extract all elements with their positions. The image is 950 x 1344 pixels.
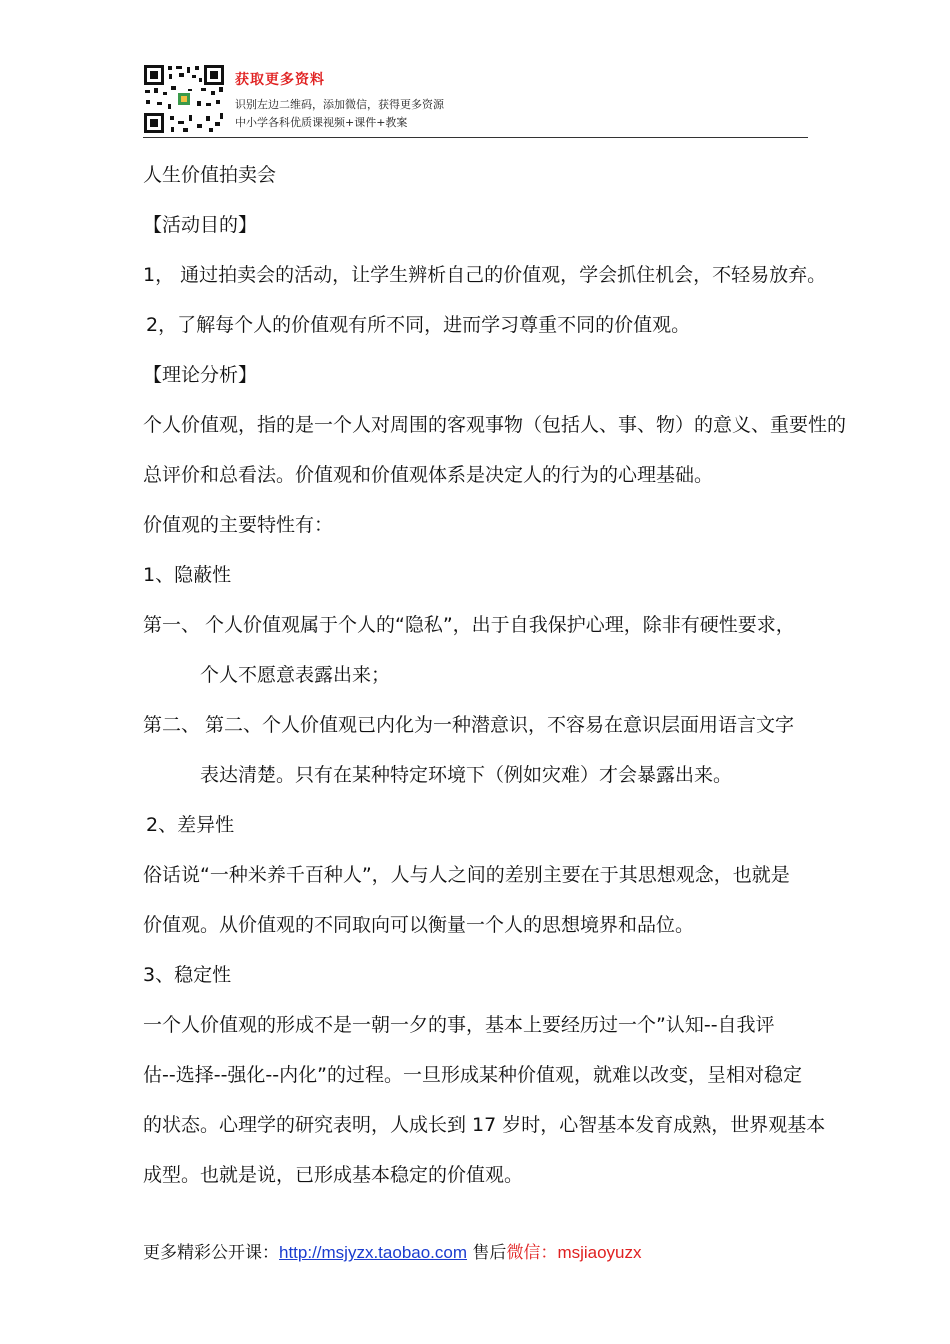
footer-prefix: 更多精彩公开课： bbox=[143, 1243, 279, 1263]
list-marker: 第二、 bbox=[143, 714, 201, 736]
features-intro: 价值观的主要特性有： bbox=[143, 514, 334, 536]
list-text: 第二、个人价值观已内化为一种潜意识，不容易在意识层面用语言文字 bbox=[205, 714, 795, 736]
page-footer bbox=[143, 1238, 642, 1263]
theory-line-2: 总评价和总看法。价值观和价值观体系是决定人的行为的心理基础。 bbox=[143, 464, 714, 486]
theory-line-1: 个人价值观，指的是一个人对周围的客观事物（包括人、事、物）的意义、重要性的 bbox=[143, 414, 847, 436]
feature-1-item-1-cont: 个人不愿意表露出来； bbox=[200, 664, 391, 686]
feature-3-line-3: 的状态。心理学的研究表明，人成长到 17 岁时，心智基本发育成熟，世界观基本 bbox=[143, 1114, 826, 1136]
feature-1-item-2-cont: 表达清楚。只有在某种特定环境下（例如灾难）才会暴露出来。 bbox=[200, 764, 733, 786]
purpose-item-2: 2，了解每个人的价值观有所不同，进而学习尊重不同的价值观。 bbox=[146, 314, 691, 336]
list-text: 个人价值观属于个人的“隐私”，出于自我保护心理，除非有硬性要求， bbox=[205, 614, 795, 636]
qr-code-icon bbox=[143, 64, 225, 134]
list-marker: 第一、 bbox=[143, 614, 201, 636]
footer-wechat-id: msjiaoyuzx bbox=[557, 1243, 642, 1262]
purpose-heading: 【活动目的】 bbox=[143, 214, 258, 236]
promo-header bbox=[143, 62, 808, 138]
header-rule bbox=[143, 137, 808, 138]
theory-heading: 【理论分析】 bbox=[143, 364, 258, 386]
feature-1-item-1 bbox=[143, 600, 813, 650]
purpose-item-1: 1， 通过拍卖会的活动，让学生辨析自己的价值观，学会抓住机会，不轻易放弃。 bbox=[143, 264, 827, 286]
footer-after-sale: 售后 bbox=[467, 1243, 507, 1263]
promo-line-1: 识别左边二维码，添加微信，获得更多资源 bbox=[235, 98, 444, 111]
doc-title: 人生价值拍卖会 bbox=[143, 164, 277, 186]
feature-3-line-1: 一个人价值观的形成不是一朝一夕的事，基本上要经历过一个”认知--自我评 bbox=[143, 1014, 775, 1036]
feature-2-heading: 2、差异性 bbox=[146, 814, 235, 836]
feature-2-line-2: 价值观。从价值观的不同取向可以衡量一个人的思想境界和品位。 bbox=[143, 914, 695, 936]
promo-title: 获取更多资料 bbox=[235, 72, 325, 88]
feature-2-line-1: 俗话说“一种米养千百种人”，人与人之间的差别主要在于其思想观念，也就是 bbox=[143, 864, 790, 886]
promo-line-2: 中小学各科优质课视频+课件+教案 bbox=[235, 116, 408, 129]
feature-3-line-2: 估--选择--强化--内化”的过程。一旦形成某种价值观，就难以改变，呈相对稳定 bbox=[143, 1064, 802, 1086]
feature-3-heading: 3、稳定性 bbox=[143, 964, 232, 986]
footer-wechat-label: 微信： bbox=[506, 1243, 558, 1263]
feature-3-line-4: 成型。也就是说，已形成基本稳定的价值观。 bbox=[143, 1164, 524, 1186]
feature-1-item-2 bbox=[143, 700, 813, 750]
document-body bbox=[143, 150, 847, 1200]
footer-link[interactable]: http://msjyzx.taobao.com bbox=[279, 1243, 468, 1262]
feature-1-heading: 1、隐蔽性 bbox=[143, 564, 232, 586]
